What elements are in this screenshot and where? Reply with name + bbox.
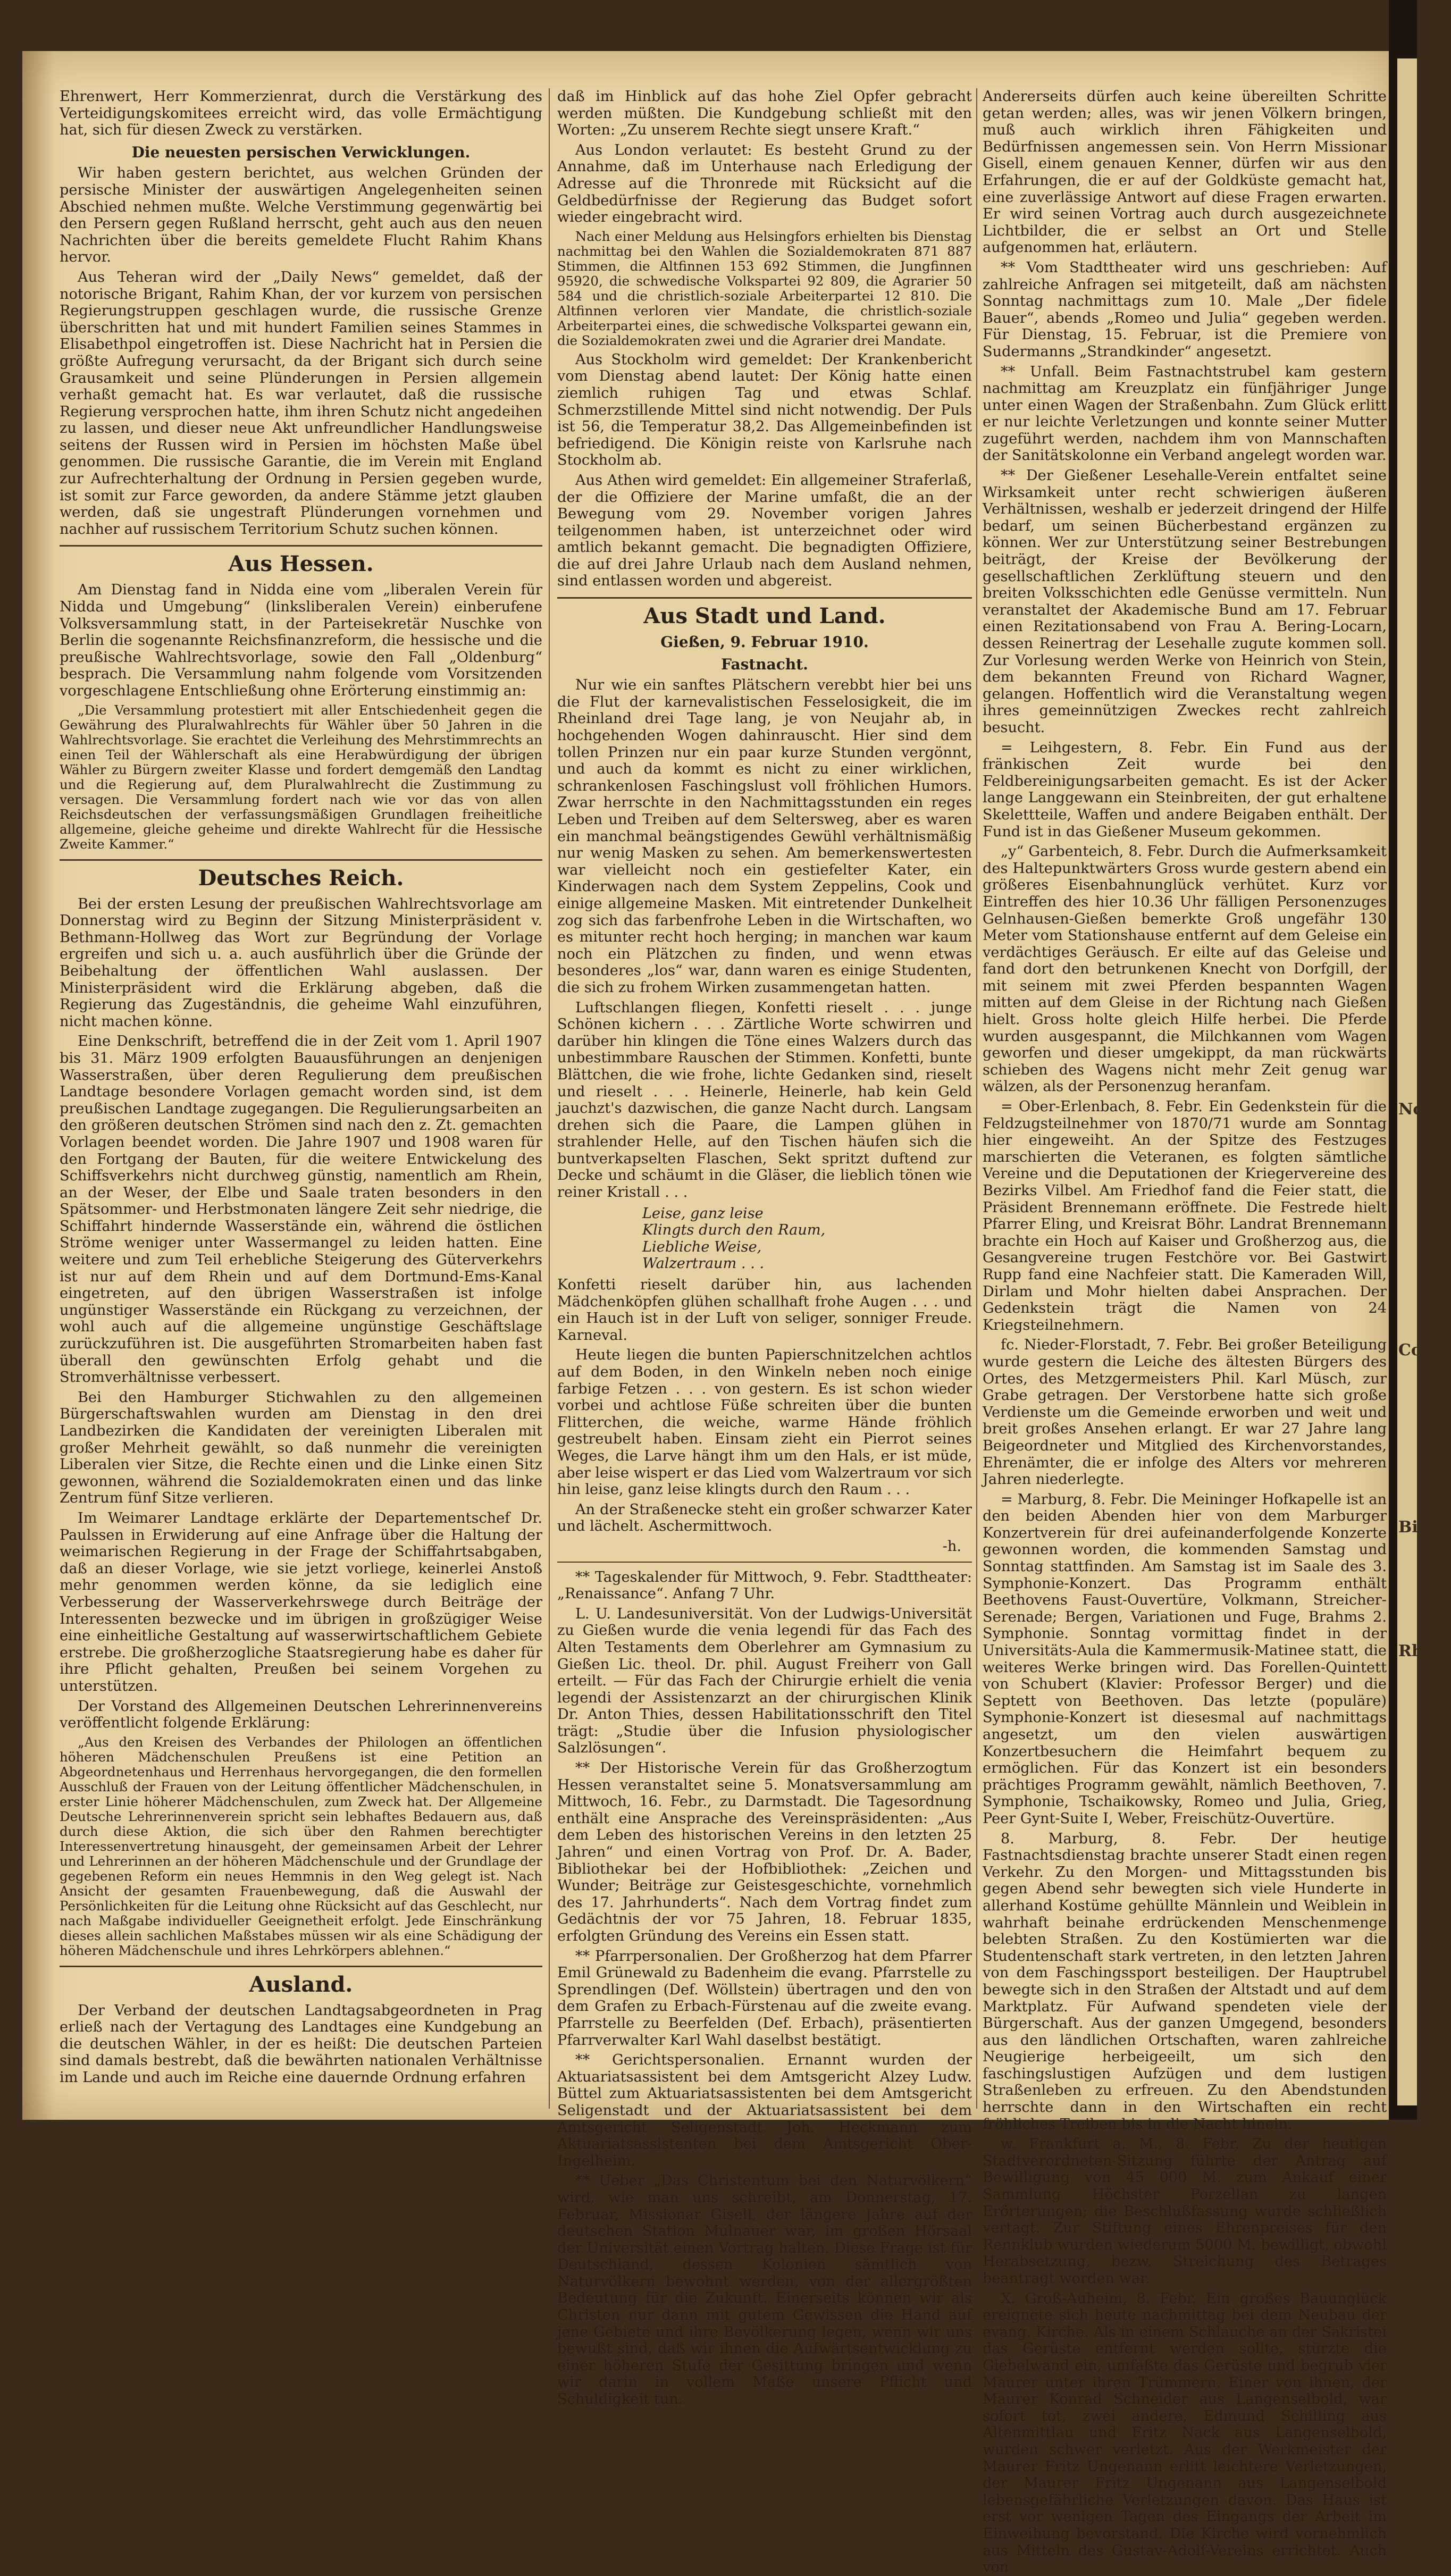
poem-line: Walzertraum . . .	[642, 1255, 765, 1272]
article-paragraph: ** Pfarrpersonalien. Der Großherzog hat dem Pfarrer Emil Grünewald zu Badenheim die evang. Pfarrstelle zu Sprendlingen (Def. Wöllstein) übertragen und den von dem Grafen zu Erbach-Fürstenau auf die zweite evang. Pfarrstelle zu Beerfelden (Def. Erbach), präsentierten Pfarrverwalter Karl Wahl daselbst bestätigt.	[557, 1948, 972, 2049]
dateline: Gießen, 9. Februar 1910.	[660, 633, 869, 651]
article-paragraph: Wir haben gestern berichtet, aus welchen Gründen der persische Minister der auswärtigen Angelegenheiten seinen Abschied nehmen mußte. Welche Verstimmung gegenwärtig bei den Persern gegen Rußland herrscht, geht auch aus den neuen Nachrichten über die bereits gemeldete Flucht Rahim Khans hervor.	[60, 165, 542, 266]
article-paragraph: Aus Athen wird gemeldet: Ein allgemeiner Straferlaß, der die Offiziere der Marine umfaßt, die an der Bewegung vom 29. November vorigen Jahres teilgenommen haben, ist unterzeichnet oder wird amtlich bekannt gemacht. Die begnadigten Offiziere, die auf drei Jahre Urlaub nach dem Ausland nehmen, sind entlassen worden und abgereist.	[557, 472, 972, 590]
section-heading-hessen: Aus Hessen.	[60, 545, 542, 576]
article-paragraph: Am Dienstag fand in Nidda eine vom „liberalen Verein für Nidda und Umgebung“ (linksliberalen Verein) einberufene Volksversammlung statt, in der Parteisekretär Nuschke von Berlin die sogenannte Reichsfinanzreform, die hessische und die preußische Wahlrechtsvorlage, sowie den Fall „Oldenburg“ besprach. Die Versammlung nahm folgende vom Vorsitzenden vorgeschlagene Entschließung ohne Erörterung einstimmig an:	[60, 582, 542, 699]
column-rule	[549, 88, 550, 2109]
article-paragraph: ** Der Gießener Lesehalle-Verein entfaltet seine Wirksamkeit unter recht schwierigen äußeren Verhältnissen, weshalb er jederzeit dringend der Hilfe bedarf, um seinen Bücherbestand ergänzen zu können. Wer zur Unterstützung seiner Bestrebungen beiträgt, der Kreise der Bevölkerung der gesellschaftlichen Zerklüftung steuern und den breiten Volksschichten edle Genüsse vermitteln. Nun veranstaltet der Akademische Bund am 17. Februar einen Rezitationsabend von Frau A. Bering-Locarn, dessen Reinertrag der Lesehalle zugute kommen soll. Zur Vorlesung werden Werke von Heinrich von Stein, dem bekannten Freund von Richard Wagner, gelangen. Hoffentlich wird die Veranstaltung wegen ihres gemeinnützigen Zweckes recht zahlreich besucht.	[983, 467, 1387, 736]
section-heading-stadt-und-land: Aus Stadt und Land.	[557, 597, 972, 628]
column-rule	[976, 88, 977, 2109]
poem-line: Klingts durch den Raum,	[642, 1222, 826, 1239]
article-paragraph: Der Vorstand des Allgemeinen Deutschen Lehrerinnenvereins veröffentlicht folgende Erklärung:	[60, 1698, 542, 1732]
separator	[557, 1562, 972, 1563]
article-paragraph: Andererseits dürfen auch keine übereilten Schritte getan werden; alles, was wir jenen Völkern bringen, muß auch wirklich ihren Fähigkeiten und Bedürfnissen angemessen sein. Von Herrn Missionar Gisell, einem genauen Kenner, dürfen wir aus den Erfahrungen, die er auf der Goldküste gemacht hat, eine zuverlässige Antwort auf diese Fragen erwarten. Er wird seinen Vortrag auch durch ausgezeichnete Lichtbilder, die er selbst an Ort und Stelle aufgenommen hat, erläutern.	[983, 88, 1387, 256]
adjacent-fragment: Noch	[1398, 1100, 1445, 1119]
article-paragraph: Bei den Hamburger Stichwahlen zu den allgemeinen Bürgerschaftswahlen wurden am Dienstag in den drei Landbezirken die Kandidaten der vereinigten Liberalen mit großer Mehrheit gewählt, so daß nunmehr die vereinigten Liberalen vier Sitze, die Rechte einen und die Linke einen Sitz gewonnen, während die Sozialdemokraten einen und das linke Zentrum fünf Sitze verlieren.	[60, 1389, 542, 1507]
poem-verse	[642, 1205, 972, 1272]
article-paragraph: Nach einer Meldung aus Helsingfors erhielten bis Dienstag nachmittag bei den Wahlen die Sozialdemokraten 871 887 Stimmen, die Altfinnen 153 692 Stimmen, die Jungfinnen 95920, die schwedische Volkspartei 92 809, die Agrarier 50 584 und die christlich-soziale Arbeiterpartei 12 810. Die Altfinnen verloren vier Mandate, die christlich-soziale Arbeiterpartei eines, die schwedische Volkspartei gewann ein, die Sozialdemokraten zwei und die Agrarier drei Mandate.	[557, 228, 972, 348]
article-paragraph: Aus Stockholm wird gemeldet: Der Krankenbericht vom Dienstag abend lautet: Der König hatte einen ziemlich ruhigen Tag und etwas Schlaf. Schmerzstillende Mittel sind nicht notwendig. Der Puls ist 56, die Temperatur 38,2. Das Allgemeinbefinden ist befriedigend. Die Königin reiste von Karlsruhe nach Stockholm ab.	[557, 351, 972, 469]
article-paragraph: Der Verband der deutschen Landtagsabgeordneten in Prag erließ nach der Vertagung des Landtages eine Kundgebung an die deutschen Wähler, in der es heißt: Die deutschen Parteien sind damals bestrebt, daß die bewährten nationalen Verhältnisse im Lande und auch im Reiche eine dauernde Ordnung erfahren	[60, 2002, 542, 2086]
article-paragraph: = Leihgestern, 8. Febr. Ein Fund aus der fränkischen Zeit wurde bei den Feldbereinigungsarbeiten gemacht. Es ist der Acker lange Langgewann ein Steinbreiten, der gut erhaltene Skelettteile, Waffen und andere Beigaben enthält. Der Fund ist in das Gießener Museum gekommen.	[983, 739, 1387, 840]
adjacent-fragment: Bil	[1398, 1518, 1424, 1537]
article-paragraph: X. Groß-Auheim, 8. Febr. Ein großes Bauunglück ereignete sich heute nachmittag bei dem Neubau der evang. Kirche. Als in einem Schlauche an der Sakristei das Gerüste entfernt werden sollte, stürzte die Giebelwand ein, umfaßte das Gerüste und begrub vier Maurer unter ihren Trümmern. Einer von ihnen, der Maurer Konrad Schneider aus Langenselbold, war sofort tot, zwei andere, Edmund Schilling aus Altenmittlau und Fritz Nack aus Langenselbold, wurden schwer verletzt. Aus der Werkmeister der Maurer Fritz Ungenann erlitt leichtere Verletzungen, der Maurer Fritz Ungenann aus Langenselbold lebensgefährliche Verletzungen davon. Das Haus ist erst vor wenigen Tagen des Eingangs der Arbeit im Einweihung bevorstand. Die Kirche wird vornehmlich aus Mitteln des Gustav-Adolf-Vereins errichtet. Auch von	[983, 2290, 1387, 2576]
adjacent-page-strip	[1397, 58, 1451, 2105]
article-paragraph: 8. Marburg, 8. Febr. Der heutige Fastnachtsdienstag brachte unserer Stadt einen regen Verkehr. Zu den Morgen- und Mittagsstunden bis gegen Abend sehr bewegten sich viele Hunderte in allerhand Kostüme gehüllte Männlein und Weiblein in wahrhaft beinahe erdrückenden Menschenmenge belebten Straßen. Zu den Kostümierten war die Studentenschaft stark vertreten, in den letzten Jahren von dem Faschingssport besteiligen. Der Hauptrubel bewegte sich in den Straßen der Altstadt und auf dem Marktplatz. Für Aufwand spendeten viele der Bürgerschaft. Aus der ganzen Umgegend, besonders aus den ländlichen Ortschaften, waren zahlreiche Neugierige herbeigeeilt, um sich den faschingslustigen Aufzügen und dem lustigen Straßenleben zu erfreuen. Zu den Abendstunden herrschte dann in den Wirtschaften ein recht fröhliches Treiben bis in die Nacht hinein.	[983, 1830, 1387, 2133]
article-paragraph: Eine Denkschrift, betreffend die in der Zeit vom 1. April 1907 bis 31. März 1909 erfolgten Bauausführungen an denjenigen Wasserstraßen, über deren Regulierung dem preußischen Landtage besondere Vorlagen gemacht worden sind, ist dem preußischen Landtage zugegangen. Die Regulierungsarbeiten an den größeren deutschen Strömen sind nach den z. Zt. gemachten Vorlagen beendet worden. Die Jahre 1907 und 1908 waren für den Fortgang der Bauten, für die weitere Entwickelung des Schiffsverkehrs nicht durchweg günstig, namentlich am Rhein, an der Weser, der Elbe und Saale traten besonders in den Spätsommer- und Herbstmonaten längere Zeit sehr niedrige, die Schiffahrt hindernde Wasserstände ein, während die östlichen Ströme weniger unter Wassermangel zu leiden hatten. Eine weitere und zum Teil erhebliche Steigerung des Güterverkehrs ist nur auf dem Rhein und auf dem Dortmund-Ems-Kanal eingetreten, auf den übrigen Wasserstraßen ist infolge ungünstiger Wasserstände ein Rückgang zu verzeichnen, der wohl auch auf die allgemeine ungünstige Geschäftslage zurückzuführen ist. Die ausgeführten Stromarbeiten haben fast überall den gewünschten Erfolg gehabt und die Stromverhältnisse verbessert.	[60, 1033, 542, 1386]
declaration-text: „Aus den Kreisen des Verbandes der Philologen an öffentlichen höheren Mädchenschulen Preußens ist eine Petition an Abgeordnetenhaus und Herrenhaus hervorgegangen, die den formellen Ausschluß der Frauen von der Leitung öffentlicher Mädchenschulen, in erster Linie höherer Mädchenschulen, zum Zweck hat. Der Allgemeine Deutsche Lehrerinnenverein spricht sein lebhaftes Bedauern aus, daß durch diese Aktion, die sich über den Rahmen berechtigter Interessenvertretung hinausgeht, der gemeinsamen Arbeit der Lehrer und Lehrerinnen an der höheren Mädchenschule und der Grundlage der gegebenen Reform ein neues Hemmnis in den Weg gelegt ist. Nach Ansicht der gesamten Frauenbewegung, daß die Auswahl der Persönlichkeiten für die Leitung ohne Rücksicht auf das Geschlecht, nur nach Maßgabe individueller Geeignetheit erfolgt. Jede Einschränkung dieses allein sachlichen Maßstabes müssen wir als eine Schädigung der höheren Mädchenschule und ihres Lehrkörpers ablehnen.“	[60, 1734, 542, 1958]
poem-line: Liebliche Weise,	[642, 1238, 762, 1255]
column-2	[557, 88, 972, 2408]
article-paragraph: Heute liegen die bunten Papierschnitzelchen achtlos auf dem Boden, in den Winkeln neben noch einige farbige Fetzen . . . von gestern. Es ist schon wieder vorbei und achtlose Füße schreiten über die bunten Flitterchen, die weiche, warme Hände fröhlich gestreubelt haben. Einsam zieht ein Pierrot seines Weges, die Larve hängt ihm um den Hals, er ist müde, aber leise wispert er das Lied vom Walzertraum vor sich hin leise, ganz leise klingts durch den Raum . . .	[557, 1347, 972, 1498]
article-paragraph: Im Weimarer Landtage erklärte der Departementschef Dr. Paulssen in Erwiderung auf eine Anfrage über die Haltung der weimarischen Regierung in der Frage der Schiffahrtsabgaben, daß an dieser Vorlage, wie sie jetzt vorliege, keinerlei Anstoß mehr genommen werden könne, da sie lediglich eine Verbesserung der Wasserverkehrswege durch Beiträge der Interessenten bezwecke und im übrigen in großzügiger Weise eine einheitliche Gestaltung auf wasserwirtschaftlichem Gebiete erstrebe. Die großherzogliche Staatsregierung habe es daher für ihre Pflicht gehalten, Preußen bei seinem Vorgehen zu unterstützen.	[60, 1509, 542, 1694]
column-3	[983, 88, 1387, 2576]
article-paragraph: Luftschlangen fliegen, Konfetti rieselt . . . junge Schönen kichern . . . Zärtliche Worte schwirren und darüber hin klingen die Töne eines Walzers durch das unbestimmbare Rauschen der Stimmen. Konfetti, bunte Blättchen, die wie frohe, lichte Gedanken sind, rieselt und rieselt . . . Heinerle, Heinerle, hab kein Geld jauchzt's dazwischen, die ganze Nacht durch. Langsam drehen sich die Paare, die Lampen glühen in strahlender Helle, auf den Tischen häufen sich die buntverkapselten Flaschen, Sekt spritzt duftend zur Decke und schäumt in die Gläser, die lieblich tönen wie reiner Kristall . . .	[557, 999, 972, 1201]
article-paragraph: „y“ Garbenteich, 8. Febr. Durch die Aufmerksamkeit des Haltepunktwärters Gross wurde gestern abend ein größeres Eisenbahnunglück verhütet. Kurz vor Eintreffen des hier 10.36 Uhr fälligen Personenzuges Gelnhausen-Gießen bemerkte Groß ungefähr 130 Meter vom Stationshause entfernt auf dem Geleise ein verdächtiges Geräusch. Er eilte auf das Geleise und fand dort den betrunkenen Knecht von Dorfgill, der mit seinem mit zwei Pferden bespannten Wagen mitten auf dem Gleise in der Richtung nach Gießen hielt. Gross holte gleich Hilfe herbei. Die Pferde wurden ausgespannt, die Milchkannen vom Wagen geworfen und dieser umgekippt, da man rückwärts schieben des Wagens nicht mehr Zeit genug war wälzen, als der Personenzug heranfam.	[983, 843, 1387, 1095]
poem-line: Leise, ganz leise	[642, 1205, 764, 1222]
author-signature: -h.	[942, 1538, 961, 1555]
article-paragraph: Aus Teheran wird der „Daily News“ gemeldet, daß der notorische Brigant, Rahim Khan, der vor kurzem von persischen Regierungstruppen geschlagen wurde, die russische Grenze überschritten hat und mit hundert Familien seines Stammes in Elisabethpol eingetroffen ist. Diese Nachricht hat in Persien die größte Aufregung verursacht, da der Brigant sich durch seine Grausamkeit und seine Plünderungen in Persien allgemein verhaßt gemacht hat. Es war verlautet, daß die russische Regierung versprochen hatte, ihm ihren Schutz nicht angedeihen zu lassen, und dieser neue Akt unfreundlicher Handlungsweise seitens der Russen wird in Persien im höchsten Maße übel genommen. Die russische Garantie, die im Verein mit England zur Aufrechterhaltung der Ordnung in Persien gegeben wurde, ist somit zur Farce geworden, da andere Stämme jetzt glauben werden, daß sie ungestraft Plünderungen vornehmen und nachher auf russischem Territorium Schutz suchen können.	[60, 268, 542, 538]
article-paragraph: Bei der ersten Lesung der preußischen Wahlrechtsvorlage am Donnerstag wird zu Beginn der Sitzung Ministerpräsident v. Bethmann-Hollweg das Wort zur Begründung der Vorlage ergreifen und sich u. a. auch ausführlich über die Gründe der Beibehaltung der öffentlichen Wahl auslassen. Der Ministerpräsident wird die Erklärung abgeben, daß die Regierung das Zugeständnis, die geheime Wahl einzuführen, nicht machen könne.	[60, 895, 542, 1030]
article-subheading: Fastnacht.	[721, 655, 808, 673]
section-heading-ausland: Ausland.	[60, 1966, 542, 1997]
article-paragraph: ** Tageskalender für Mittwoch, 9. Febr. Stadttheater: „Renaissance“. Anfang 7 Uhr.	[557, 1568, 972, 1602]
article-paragraph: ** Der Historische Verein für das Großherzogtum Hessen veranstaltet seine 5. Monatsversammlung am Mittwoch, 16. Febr., zu Darmstadt. Die Tagesordnung enthält eine Ansprache des Vereinspräsidenten: „Aus dem Leben des historischen Vereins in den letzten 25 Jahren“ und einen Vortrag von Prof. Dr. A. Bader, Bibliothekar bei der Hofbibliothek: „Zeichen und Wunder; Beiträge zur Geistesgeschichte, vornehmlich des 17. Jahrhunderts“. Nach dem Vortrag findet zum Gedächtnis der vor 75 Jahren, 18. Februar 1835, erfolgten Gründung des Vereins ein Essen statt.	[557, 1760, 972, 1944]
article-paragraph: ** Vom Stadttheater wird uns geschrieben: Auf zahlreiche Anfragen sei mitgeteilt, daß am nächsten Sonntag nachmittags zum 10. Male „Der fidele Bauer“, abends „Romeo und Julia“ gegeben werden. Für Dienstag, 15. Februar, ist die Premiere von Sudermanns „Strandkinder“ angesetzt.	[983, 259, 1387, 360]
adjacent-fragment: Co	[1398, 1341, 1422, 1360]
page-edge-shade	[22, 51, 54, 2120]
adjacent-fragment: Rhein	[1398, 1642, 1451, 1660]
resolution-text: „Die Versammlung protestiert mit aller Entschiedenheit gegen die Gewährung des Pluralwahlrechts für Wähler über 50 Jahren in die Wahlrechtsvorlage. Sie erachtet die Verleihung des Mehrstimmrechts an einen Teil der Wählerschaft als eine Herabwürdigung der übrigen Wähler zu Bürgern zweiter Klasse und fordert demgemäß den Landtag und die Regierung auf, dem Pluralwahlrecht die Zustimmung zu versagen. Die Versammlung fordert nach wie vor das von allen Reichsdeutschen der verfassungsmäßigen Grundlagen freiheitliche allgemeine, gleiche geheime und direkte Wahlrecht für die Hessische Zweite Kammer.“	[60, 702, 542, 852]
article-paragraph: ** Unfall. Beim Fastnachtstrubel kam gestern nachmittag am Kreuzplatz ein fünfjähriger Junge unter einen Wagen der Straßenbahn. Zum Glück erlitt er nur leichte Verletzungen und konnte seiner Mutter zugeführt werden, nachdem ihm von Mannschaften der Sanitätskolonne ein Verband angelegt worden war.	[983, 363, 1387, 464]
article-paragraph: Aus London verlautet: Es besteht Grund zu der Annahme, daß im Unterhause nach Erledigung der Adresse auf die Thronrede mit Rücksicht auf die Geldbedürfnisse der Regierung das Budget sofort wieder eingebracht wird.	[557, 141, 972, 226]
article-paragraph: daß im Hinblick auf das hohe Ziel Opfer gebracht werden müßten. Die Kundgebung schließt mit den Worten: „Zu unserem Rechte siegt unsere Kraft.“	[557, 88, 972, 139]
article-paragraph: w. Frankfurt a. M., 8. Febr. Zu der heutigen Stadtverordneten-Sitzung führte der Antrag auf Bewilligung von 45 000 M. zum Ankauf einer Sammlung Höchster Porzellan zu langen Erörterungen; die Beschlußfassung wurde schließlich vertagt. Zur Stiftung eines Ehrenpreises für den Rennklub wurden wiederum 5000 M. bewilligt, obwohl Herabsetzung, bezw. Streichung des Betrages beantragt worden war.	[983, 2136, 1387, 2287]
article-paragraph: L. U. Landesuniversität. Von der Ludwigs-Universität zu Gießen wurde die venia legendi für das Fach des Alten Testaments dem Oberlehrer am Gymnasium zu Gießen Lic. theol. Dr. phil. August Freiherr von Gall erteilt. — Für das Fach der Chirurgie erhielt die venia legendi der Assistenzarzt an der chirurgischen Klinik Dr. Anton Thies, dessen Habilitationsschrift den Titel trägt: „Studie über die Infusion physiologischer Salzlösungen“.	[557, 1605, 972, 1757]
column-1	[60, 88, 542, 2103]
article-paragraph: ** Ueber „Das Christentum bei den Naturvölkern“ wird, wie man uns schreibt, am Donnerstag, 17. Februar, Missionar Gisell, der längere Jahre auf der deutschen Station Mulnauer war, im großen Hörsaal der Universität einen Vortrag halten. Diese Frage ist für Deutschland, dessen Kolonien sämtlich von Naturvölkern bewohnt werden, von der allergrößten Bedeutung für die Zukunft. Einerseits können wir als Christen nur dann mit gutem Gewissen die Hand auf jene Gebiete und ihre Bevölkerung legen, wenn wir uns bewußt sind, daß wir ihnen die Aufwärtsentwicklung zu einer höheren Stufe der Gesittung bringen und wenn wir darin in vollem Maße unsere Pflicht und Schuldigkeit tun.	[557, 2172, 972, 2408]
article-paragraph: = Marburg, 8. Febr. Die Meininger Hofkapelle ist an den beiden Abenden hier von dem Marburger Konzertverein für drei aufeinanderfolgende Konzerte gewonnen worden, die kommenden Samstag und Sonntag stattfinden. Am Samstag ist im Saale des 3. Symphonie-Konzert. Das Programm enthält Beethovens Faust-Ouvertüre, Volkmann, Streicher-Serenade; Bergen, Variationen und Fuge, Brahms 2. Symphonie. Sonntag vormittag findet in der Universitäts-Aula die Kammermusik-Matinee statt, die weiteres Werke bringen wird. Das Forellen-Quintett von Schubert (Klavier: Professor Berger) und die Septett von Beethoven. Das letzte (populäre) Symphonie-Konzert ist diesesmal auf nachmittags angesetzt, um den vielen auswärtigen Konzertbesuchern die Heimfahrt bequem zu ermöglichen. Für das Konzert ist ein besonders prächtiges Programm gewählt, nämlich Beethoven, 7. Symphonie, Tschaikowsky, Romeo und Julia, Grieg, Peer Gynt-Suite I, Weber, Freischütz-Ouvertüre.	[983, 1491, 1387, 1827]
article-paragraph: = Ober-Erlenbach, 8. Febr. Ein Gedenkstein für die Feldzugsteilnehmer von 1870/71 wurde am Sonntag hier eingeweiht. An der Spitze des Festzuges marschierten die Veteranen, es folgten sämtliche Vereine und die Deputationen der Kriegervereine des Bezirks Vilbel. Am Friedhof fand die Feier statt, die Präsident Brennemann eröffnete. Die Festrede hielt Pfarrer Eling, und Kreisrat Böhr. Landrat Brennemann brachte ein Hoch auf Kaiser und Großherzog aus, die Gesangvereine trugen Festchöre vor. Bei Gastwirt Rupp fand eine Nachfeier statt. Die Kameraden Will, Dirlam und Mohr hielten dabei Ansprachen. Der Gedenkstein trägt die Namen von 24 Kriegsteilnehmern.	[983, 1098, 1387, 1333]
section-heading-deutsches-reich: Deutsches Reich.	[60, 859, 542, 891]
article-paragraph: Konfetti rieselt darüber hin, aus lachenden Mädchenköpfen glühen schallhaft frohe Augen . . . und ein Hauch ist in der Luft von seliger, sonniger Freude. Karneval.	[557, 1277, 972, 1344]
article-subheading: Die neuesten persischen Verwicklungen.	[131, 143, 471, 161]
article-paragraph: An der Straßenecke steht ein großer schwarzer Kater und lächelt. Aschermittwoch.	[557, 1501, 972, 1535]
newspaper-page	[22, 51, 1389, 2576]
article-paragraph: ** Gerichtspersonalien. Ernannt wurden der Aktuariatsassistent bei dem Amtsgericht Alzey Ludw. Büttel zum Aktuariatsassistenten bei dem Amtsgericht Seligenstadt und der Aktuariatsassistent bei dem Amtsgericht Seligenstadt Joh. Heckmann zum Aktuariatsassistenten bei dem Amtsgericht Ober-Ingelheim.	[557, 2052, 972, 2169]
article-paragraph: fc. Nieder-Florstadt, 7. Febr. Bei großer Beteiligung wurde gestern die Leiche des ältesten Bürgers des Ortes, des Metzgermeisters Phil. Karl Müsch, zur Grabe getragen. Der Verstorbene hatte sich große Verdienste um die Gemeinde erworben und weit und breit großes Ansehen erlangt. Er war 27 Jahre lang Beigeordneter und Mitglied des Kirchenvorstandes, Ehrenämter, die er infolge des Alters vor mehreren Jahren niederlegte.	[983, 1337, 1387, 1488]
article-paragraph: Nur wie ein sanftes Plätschern verebbt hier bei uns die Flut der karnevalistischen Fesselosigkeit, die im Rheinland drei Tage lang, je von Neujahr ab, in hochgehenden Wogen dahinrauscht. Hier sind dem tollen Prinzen nur ein paar kurze Stunden vergönnt, und auch da kommt es nicht zu einer wirklichen, schrankenlosen Faschingslust voll fröhlichen Humors. Zwar herrschte in den Nachmittagsstunden ein reges Leben und Treiben auf dem Seltersweg, aber es waren ein manchmal beängstigendes Gewühl verhältnismäßig nur wenig Masken zu sehen. Am bemerkenswertesten war vielleicht noch ein gestiefelter Kater, ein Kinderwagen nach dem System Zeppelins, Cook und einige allgemeine Masken. Mit eintretender Dunkelheit zog sich das farbenfrohe Leben in die Wirtschaften, wo es mitunter recht hoch herging; in manchen war kaum noch ein Plätzchen zu finden, und wenn etwas besonderes „los“ war, dann waren es einige Studenten, die sich zu frohem Wirken zusammengetan hatten.	[557, 677, 972, 996]
article-paragraph: Ehrenwert, Herr Kommerzienrat, durch die Verstärkung des Verteidigungskomitees erreicht wird, das volle Ermächtigung hat, sich für diesen Zweck zu verstärken.	[60, 88, 542, 139]
